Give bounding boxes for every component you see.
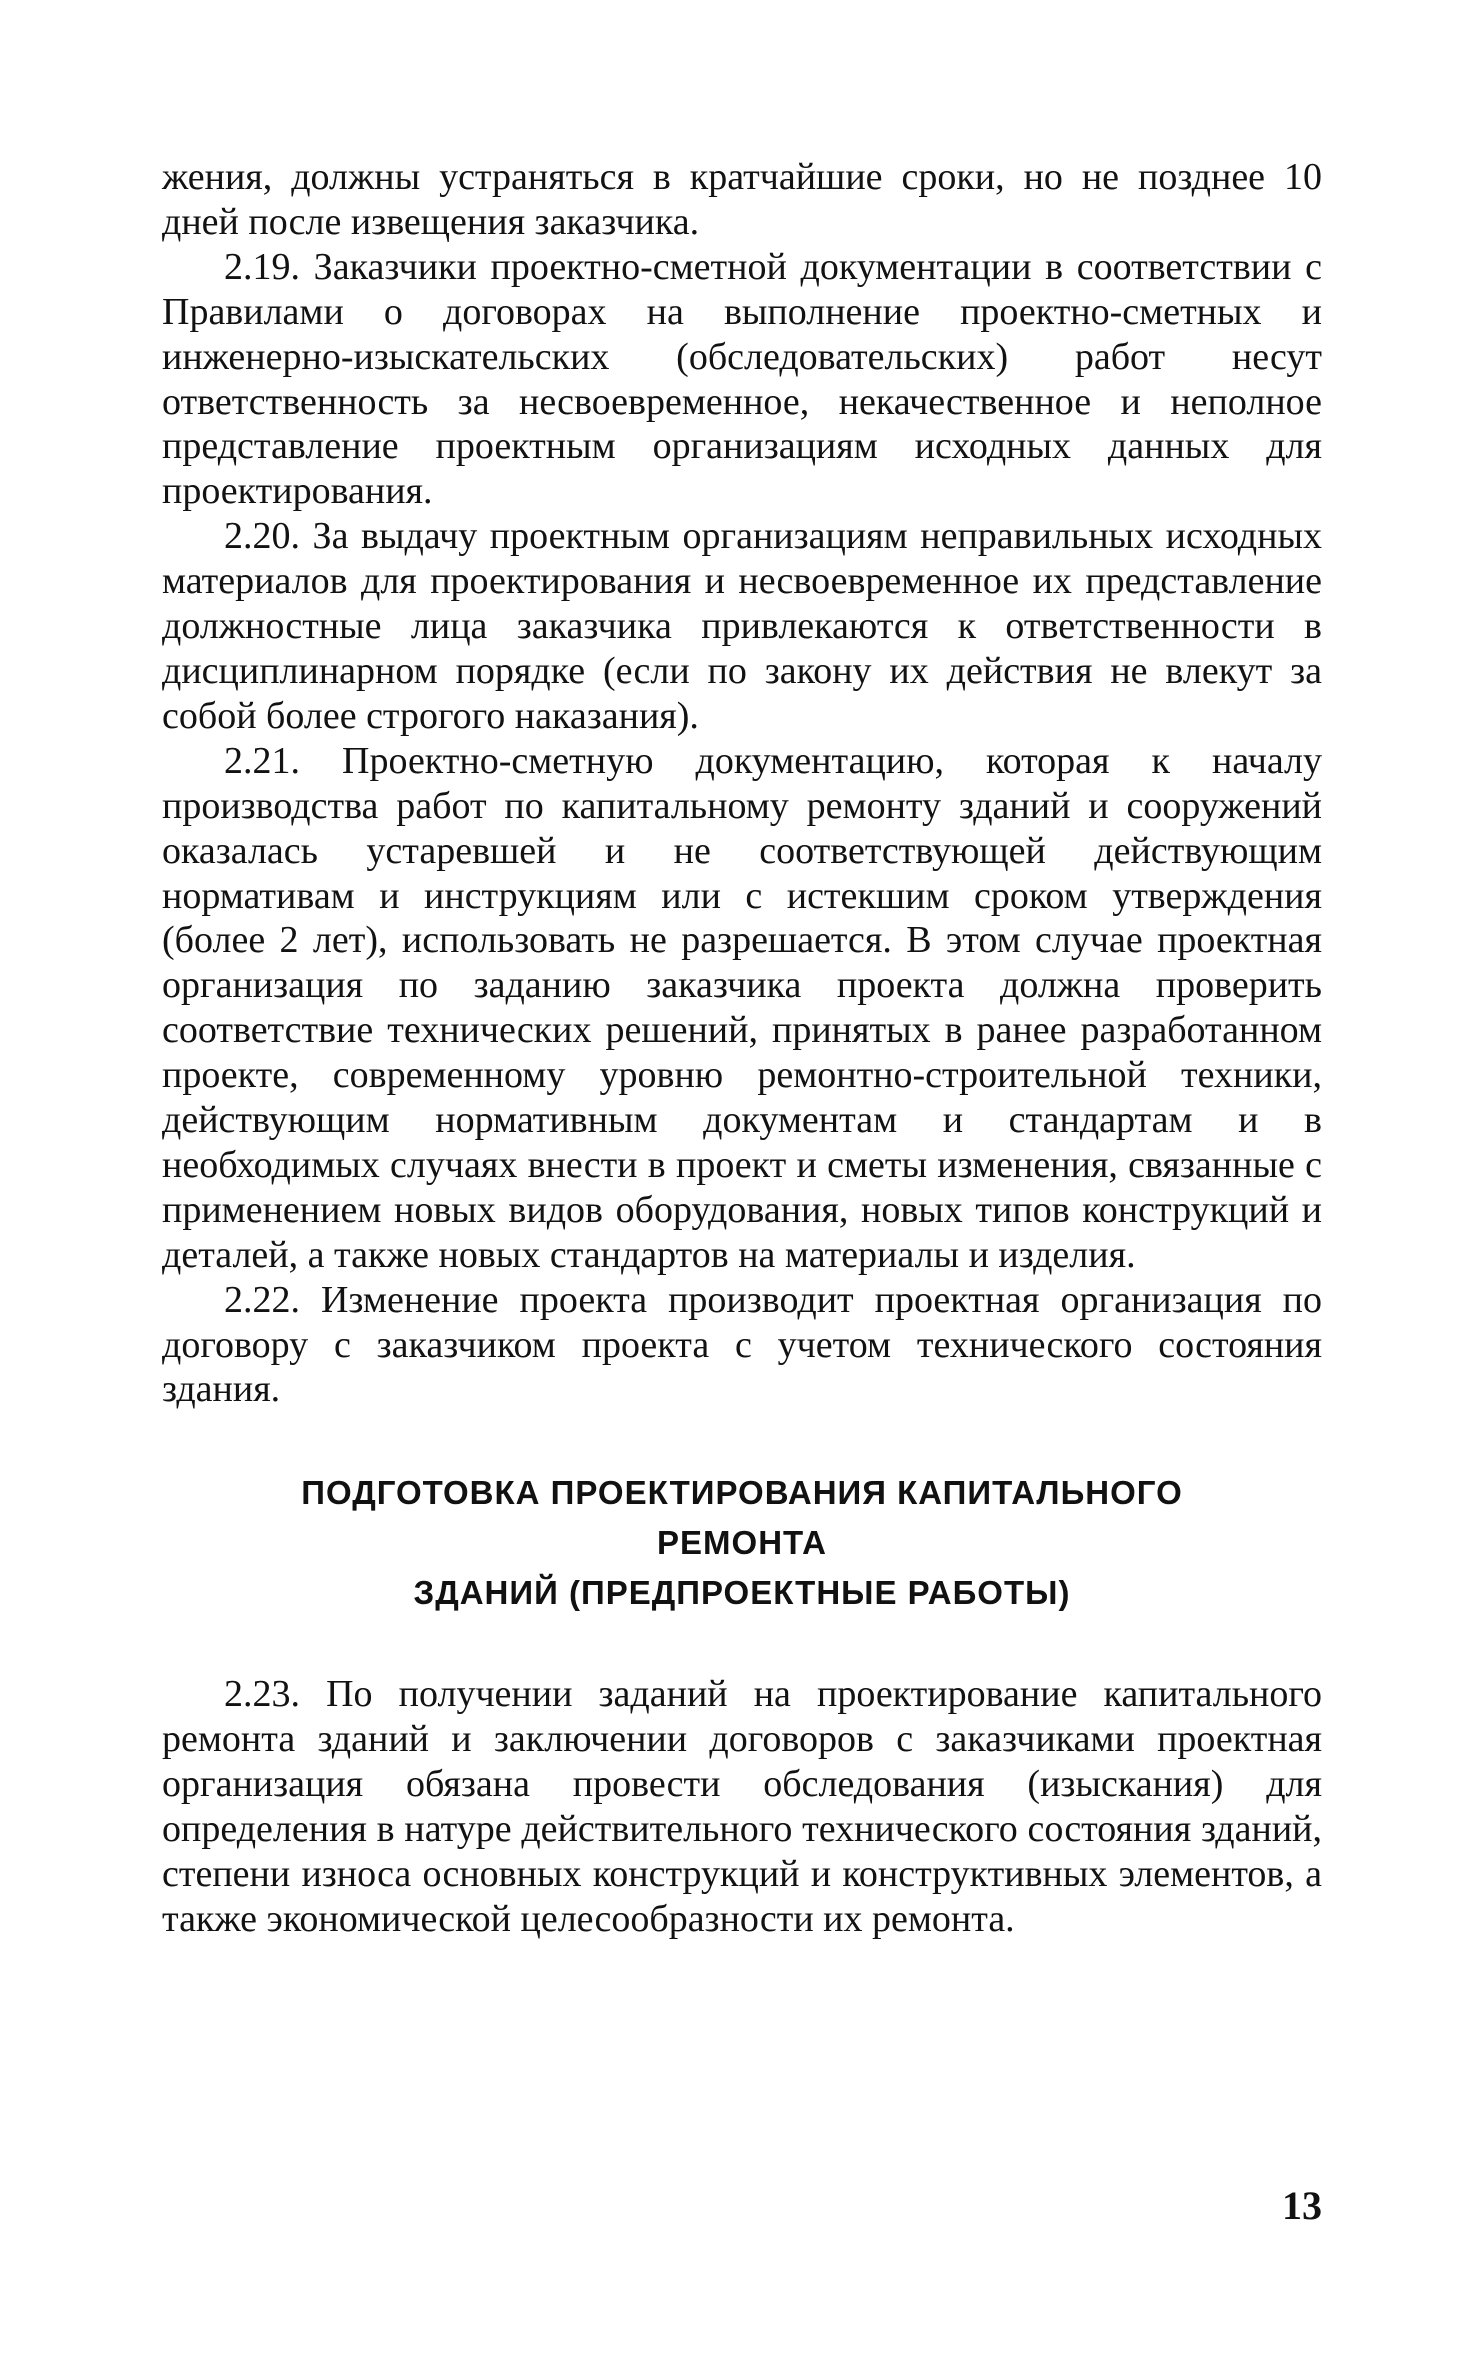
paragraph-continuation: жения, должны устраняться в кратчайшие сроки, но не позднее 10 дней после извещения заказчика. bbox=[162, 156, 1322, 243]
section-heading bbox=[162, 1468, 1322, 1618]
paragraph-2-23: 2.23. По получении заданий на проектирование капитального ремонта зданий и заключении договоров с заказчиками проектная организация обязана провести обследования (изыскания) для определения в натуре действительного технического состояния зданий, степени износа основных конструкций и конструктивных элементов, а также экономической целесообразности их ремонта. bbox=[162, 1673, 1322, 1940]
document-page bbox=[162, 155, 1322, 1942]
paragraph-2-19: 2.19. Заказчики проектно-сметной документации в соответствии с Правилами о договорах на выполнение проектно-сметных и инженерно-изыскательских (обследовательских) работ несут ответственность за несвоевременное, некачественное и неполное представление проектным организациям исходных данных для проектирования. bbox=[162, 245, 1322, 513]
paragraph-2-22: 2.22. Изменение проекта производит проектная организация по договору с заказчиком проекта с учетом технического состояния здания. bbox=[162, 1278, 1322, 1411]
section-heading-line-2: РЕМОНТА bbox=[657, 1524, 827, 1562]
section-heading-line-3: ЗДАНИЙ (ПРЕДПРОЕКТНЫЕ РАБОТЫ) bbox=[413, 1574, 1071, 1612]
paragraph-2-21: 2.21. Проектно-сметную документацию, которая к началу производства работ по капитальному ремонту зданий и сооружений оказалась устаревшей и не соответствующей действующим нормативам и инструкциям или с истекшим сроком утверждения (более 2 лет), использовать не разрешается. В этом случае проектная организация по заданию заказчика проекта должна проверить соответствие технических решений, принятых в ранее разработанном проекте, современному уровню ремонтно-строительной техники, действующим нормативным документам и стандартам и в необходимых случаях внести в проект и сметы изменения, связанные с применением новых видов оборудования, новых типов конструкций и деталей, а также новых стандартов на материалы и изделия. bbox=[162, 739, 1322, 1276]
paragraph-2-20: 2.20. За выдачу проектным организациям неправильных исходных материалов для проектирования и несвоевременное их представление должностные лица заказчика привлекаются к ответственности в дисциплинарном порядке (если по закону их действия не влекут за собой более строгого наказания). bbox=[162, 515, 1322, 737]
section-heading-line-1: ПОДГОТОВКА ПРОЕКТИРОВАНИЯ КАПИТАЛЬНОГО bbox=[301, 1474, 1183, 1512]
page-number: 13 bbox=[1282, 2183, 1322, 2228]
